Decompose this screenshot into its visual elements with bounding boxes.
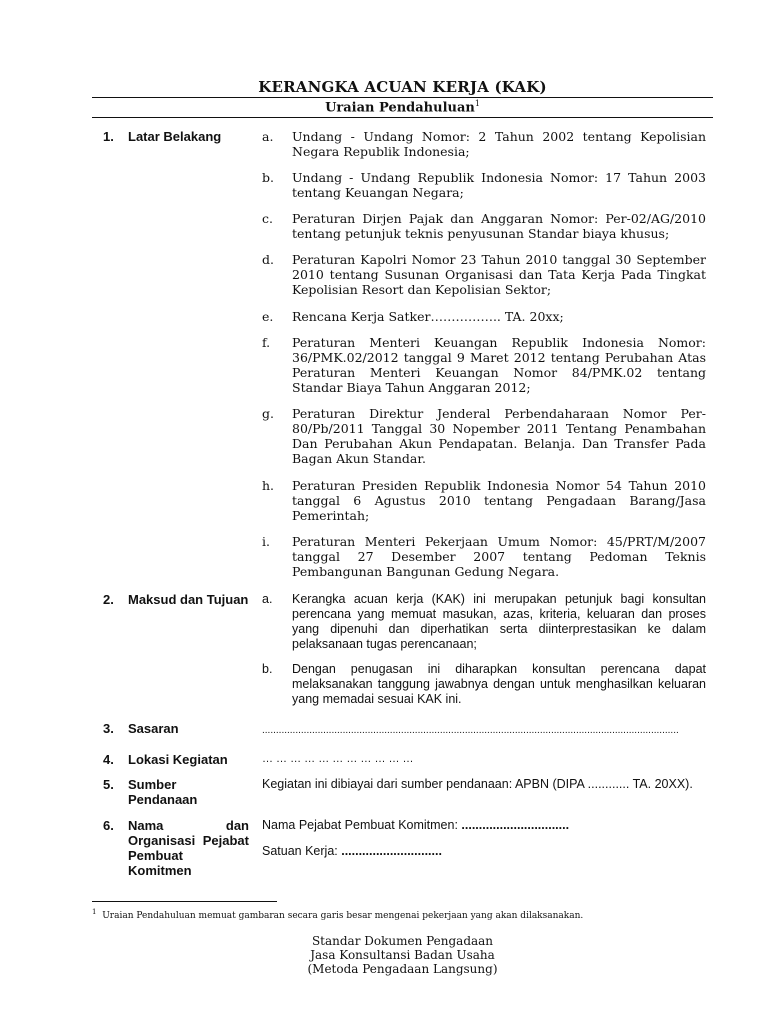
item-text: Peraturan Menteri Pekerjaan Umum Nomor: 45/PRT/M/2007 tanggal 27 Desember 2007 tentang Pedoman Teknis Pembangunan Bangunan Gedung Negara. xyxy=(292,534,706,579)
item-text: Undang - Undang Nomor: 2 Tahun 2002 tentang Kepolisian Negara Republik Indonesia; xyxy=(292,129,706,159)
item-text: Peraturan Kapolri Nomor 23 Tahun 2010 tanggal 30 September 2010 tentang Susunan Organisasi dan Tata Kerja Pada Tingkat Kepolisian Resort dan Kepolisian Sektor; xyxy=(292,252,706,297)
item-text: Kerangka acuan kerja (KAK) ini merupakan petunjuk bagi konsultan perencana yang memuat masukan, azas, kriteria, keluaran dan proses yang dipenuhi dan diperhatikan serta diinterprestasikan ke dalam pelaksanaan tugas perencanaan; xyxy=(292,592,706,651)
section-1-number: 1. xyxy=(103,129,114,144)
section-4-value: … … … … … … … … … … … xyxy=(262,753,414,765)
item-letter: f. xyxy=(262,335,271,350)
section-4-number: 4. xyxy=(103,752,114,767)
title-divider xyxy=(92,97,713,98)
section-5-label: Sumber Pendanaan xyxy=(128,777,198,807)
section-2-label: Maksud dan Tujuan xyxy=(128,592,249,607)
document-title: KERANGKA ACUAN KERJA (KAK) xyxy=(258,78,547,96)
subtitle-text: Uraian Pendahuluan xyxy=(325,100,475,116)
ppk-name-value: ............................... xyxy=(461,818,570,832)
ppk-name-label: Nama Pejabat Pembuat Komitmen: xyxy=(262,818,462,832)
section-6-number: 6. xyxy=(103,818,114,833)
item-letter: c. xyxy=(262,211,273,226)
section-5-value: Kegiatan ini dibiayai dari sumber pendanaan: APBN (DIPA ............ TA. 20XX). xyxy=(262,777,693,791)
section-4-label: Lokasi Kegiatan xyxy=(128,752,228,767)
subtitle xyxy=(92,99,713,115)
item-text: Dengan penugasan ini diharapkan konsultan perencana dapat melaksanakan tanggung jawabnya dengan untuk menghasilkan keluaran yang memadai sesuai KAK ini. xyxy=(292,662,706,706)
footer-line-3: (Metoda Pengadaan Langsung) xyxy=(307,962,498,976)
item-letter: a. xyxy=(262,592,273,606)
item-letter: b. xyxy=(262,170,274,185)
section-3-value: ...................................................................................................................................................... xyxy=(262,725,679,736)
section-1-label: Latar Belakang xyxy=(128,129,222,144)
footnote xyxy=(92,908,713,921)
section-5-number: 5. xyxy=(103,777,114,792)
footnote-divider xyxy=(92,901,277,902)
footnote-marker: 1 xyxy=(92,908,97,916)
subtitle-footnote-ref: 1 xyxy=(474,99,480,108)
item-letter: d. xyxy=(262,252,274,267)
item-text: Peraturan Presiden Republik Indonesia Nomor 54 Tahun 2010 tanggal 6 Agustus 2010 tentang Pengadaan Barang/Jasa Pemerintah; xyxy=(292,478,706,523)
page-footer xyxy=(92,934,713,976)
ppk-name-line xyxy=(262,818,708,833)
footer-line-2: Jasa Konsultansi Badan Usaha xyxy=(310,948,495,962)
item-letter: b. xyxy=(262,662,273,676)
item-text: Undang - Undang Republik Indonesia Nomor: 17 Tahun 2003 tentang Keuangan Negara; xyxy=(292,170,706,200)
subtitle-divider xyxy=(92,117,713,118)
item-text: Peraturan Dirjen Pajak dan Anggaran Nomor: Per-02/AG/2010 tentang petunjuk teknis penyusunan Standar biaya khusus; xyxy=(292,211,706,241)
item-letter: g. xyxy=(262,406,274,421)
item-text: Rencana Kerja Satker…………….. TA. 20xx; xyxy=(292,309,564,324)
work-unit-value: ............................. xyxy=(341,844,442,858)
footnote-text: Uraian Pendahuluan memuat gambaran secara garis besar mengenai pekerjaan yang akan dilaksanakan. xyxy=(102,911,584,921)
item-letter: h. xyxy=(262,478,275,493)
section-3-number: 3. xyxy=(103,721,114,736)
item-letter: i. xyxy=(262,534,270,549)
item-letter: e. xyxy=(262,309,274,324)
section-2-number: 2. xyxy=(103,592,114,607)
item-text: Peraturan Direktur Jenderal Perbendaharaan Nomor Per-80/Pb/2011 Tanggal 30 Nopember 2011 Tentang Penambahan Dan Perubahan Akun Pendapatan. Belanja. Dan Transfer Pada Bagan Akun Standar. xyxy=(292,406,706,466)
item-text: Peraturan Menteri Keuangan Republik Indonesia Nomor: 36/PMK.02/2012 tanggal 9 Maret 2012 tentang Perubahan Atas Peraturan Menteri Keuangan Nomor 84/PMK.02 tentang Standar Biaya Tahun Anggaran 2012; xyxy=(292,335,706,395)
footer-line-1: Standar Dokumen Pengadaan xyxy=(311,934,494,948)
work-unit-label: Satuan Kerja: xyxy=(262,844,342,858)
work-unit-line xyxy=(262,844,708,859)
section-3-label: Sasaran xyxy=(128,721,179,736)
section-6-label: Nama dan Organisasi Pejabat Pembuat Komitmen xyxy=(128,818,249,878)
item-letter: a. xyxy=(262,129,274,144)
